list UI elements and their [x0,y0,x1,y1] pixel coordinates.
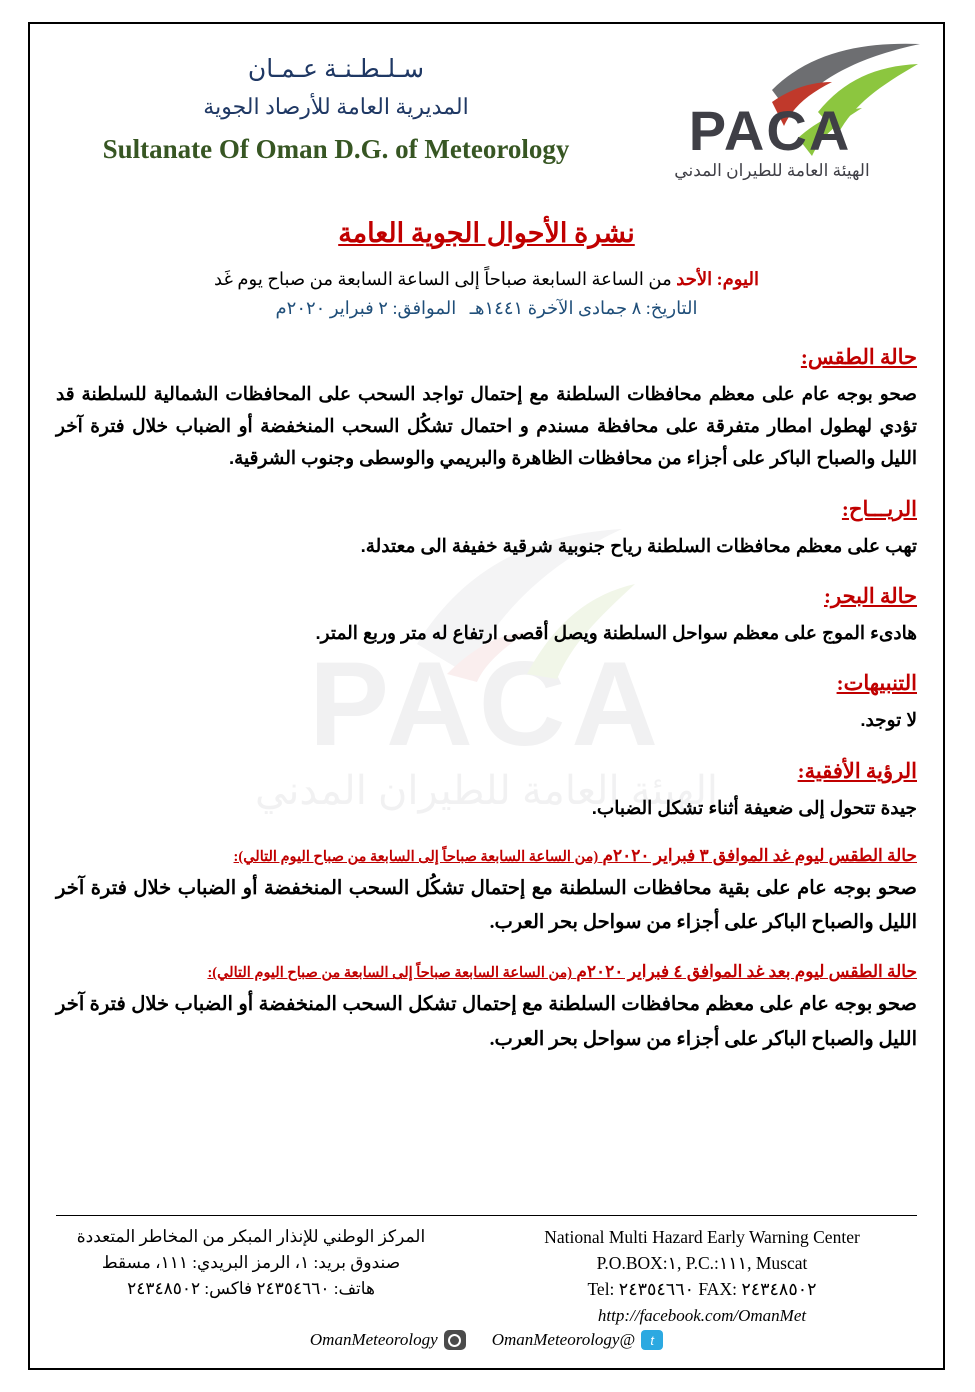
watermark-wordmark: PACA [308,637,665,771]
section-heading: حالة الطقس: [800,344,917,369]
english-title: Sultanate Of Oman D.G. of Meteorology [102,134,570,164]
arabic-title-directorate: المديرية العامة للأرصاد الجوية [203,94,469,119]
corresponding-label: الموافق: [392,297,457,318]
forecast-heading-sub: (من الساعة السابعة صباحاً إلى السابعة من صباح اليوم التالي): [233,849,599,866]
forecast-day-after [56,962,917,1056]
date-label: التاريخ: [645,297,698,318]
section-heading: الريـــاح: [841,496,917,521]
forecast-heading [56,846,917,866]
document-header [56,42,917,192]
section-body: صحو بوجه عام على معظم محافظات السلطنة مع إحتمال تواجد السحب على المحافظات الشمالية للسلطنة قد تؤدي لهطول امطار متفرقة على محافظة مسندم و احتمال تشكُل السحب المنخفضة أو الضباب خلال فترة آخر الليل والصباح الباكر على أجزاء من محافظات الظاهرة والبريمي والوسطى وجنوب الشرقية. [56,382,917,469]
svg-text:الهيئة العامة للطيران المدني: الهيئة العامة للطيران المدني [674,161,870,180]
forecast-body: صحو بوجه عام على معظم محافظات السلطنة مع إحتمال تشكل السحب المنخفضة أو الضباب خلال فترة آخر الليل والصباح الباكر على أجزاء من سواحل بحر العرب. [56,994,917,1050]
twitter-handle: @OmanMeteorology [491,1330,636,1349]
date-block [56,265,917,323]
svg-text:PACA: PACA [688,99,852,162]
forecast-heading-sub: (من الساعة السابعة صباحاً إلى السابعة من صباح اليوم التالي): [207,965,573,982]
section-weather [56,345,917,475]
footer-divider [56,1215,917,1216]
footer-phone-ar: هاتف: ٢٤٣٥٤٦٦٠ فاكس: ٢٤٣٤٨٥٠٢ [127,1279,375,1299]
day-value: الأحد [676,269,713,289]
paca-logo-icon [622,42,922,192]
footer-center-name-ar: المركز الوطني للإنذار المبكر من المخاطر المتعددة [76,1226,426,1246]
section-body: هادىء الموج على معظم سواحل السلطنة ويصل أقصى ارتفاع له متر وربع المتر. [315,622,917,644]
instagram-icon [444,1330,466,1350]
forecast-heading-main: حالة الطقس ليوم غد الموافق ٣ فبراير ٢٠٢٠م [602,846,917,866]
forecast-body: صحو بوجه عام على بقية محافظات السلطنة مع إحتمال تشكُل السحب المنخفضة أو الضباب خلال فترة آخر الليل والصباح الباكر على أجزاء من سواحل بحر العرب. [56,878,917,934]
bulletin-page [28,22,945,1370]
section-heading: التنبيهات: [836,671,917,696]
instagram-account[interactable] [310,1330,466,1350]
footer-address-ar: صندوق بريد: ١، الرمز البريدي: ١١١، مسقط [101,1253,401,1273]
hijri-date: ٨ جمادى الآخرة ١٤٤١هـ [469,297,642,318]
section-sea [56,584,917,649]
forecast-tomorrow [56,846,917,940]
forecast-heading-main: حالة الطقس ليوم بعد غد الموافق ٤ فبراير ٢٠٢٠م [576,962,917,982]
section-body: لا توجد. [860,709,917,731]
footer-english-block [487,1224,917,1328]
twitter-account[interactable] [492,1330,663,1350]
footer-arabic-block [56,1224,446,1303]
footer-facebook-link[interactable]: http://facebook.com/OmanMet [597,1305,807,1325]
day-label: اليوم: [716,269,759,289]
page-title: نشرة الأحوال الجوية العامة [338,218,635,248]
section-warnings [56,671,917,736]
footer-center-name-en: National Multi Hazard Early Warning Center [544,1226,860,1247]
section-heading: حالة البحر: [824,584,917,609]
twitter-icon: t [641,1330,663,1350]
footer-social-row [56,1330,917,1350]
forecast-heading [56,962,917,982]
document-footer [30,1215,943,1350]
paca-logo [622,42,922,192]
section-heading: الرؤية الأفقية: [797,758,917,783]
section-wind [56,497,917,562]
period-text: من الساعة السابعة صباحاً إلى الساعة السابعة من صباح يوم غَد [214,269,672,289]
section-body: جيدة تتحول إلى ضعيفة أثناء تشكل الضباب. [591,796,917,818]
section-visibility [56,759,917,824]
instagram-handle: OmanMeteorology [309,1330,438,1349]
arabic-title-sultanate: سـلـطـنـة عـمـان [247,56,425,83]
section-body: تهب على معظم محافظات السلطنة رياح جنوبية شرقية خفيفة الى معتدلة. [360,534,917,556]
footer-address-en: P.O.BOX:١, P.C.:١١١, Muscat [596,1253,808,1273]
header-titles [56,42,616,167]
watermark-subtitle: الهيئة العامة للطيران المدني [254,769,719,813]
footer-phone-en: Tel: ٢٤٣٥٤٦٦٠ FAX: ٢٤٣٤٨٥٠٢ [587,1279,817,1300]
gregorian-date: ٢ فبراير ٢٠٢٠م [275,297,388,318]
